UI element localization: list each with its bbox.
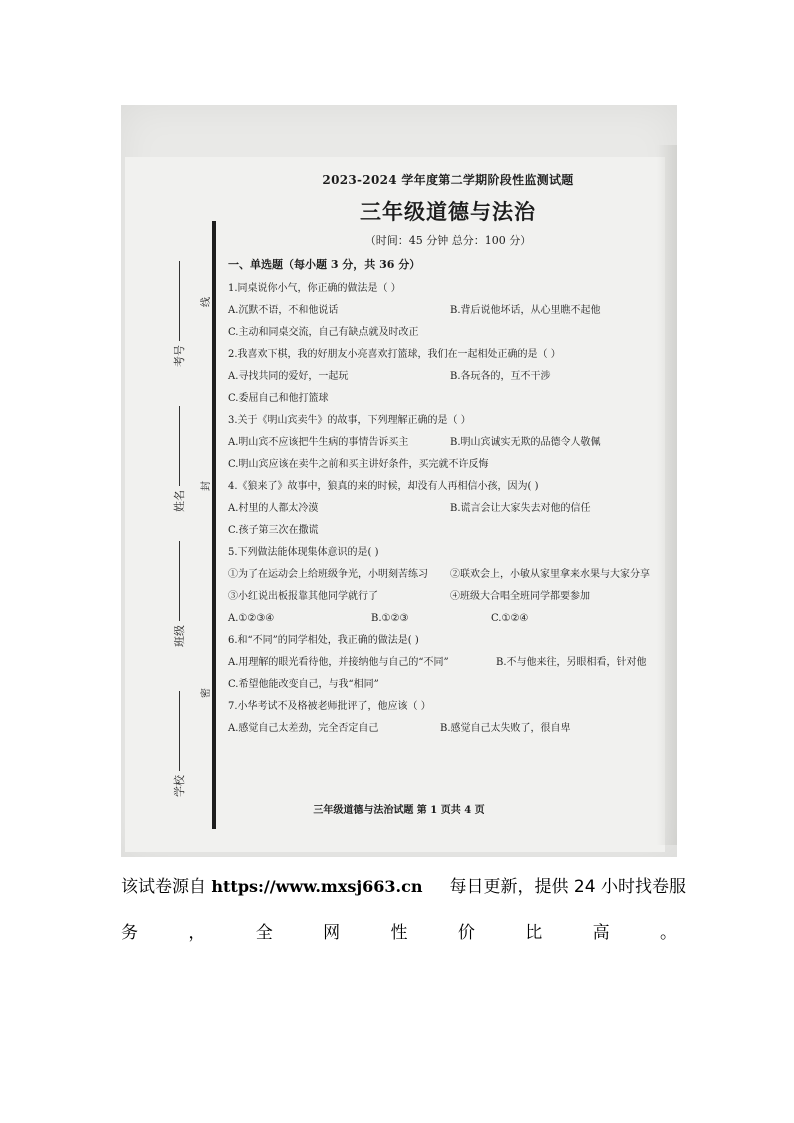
- source-prefix: 该试卷源自: [121, 877, 206, 897]
- binding-line: [212, 221, 216, 829]
- time-info: （时间：45 分钟 总分：100 分）: [364, 234, 532, 247]
- class-underline: [179, 541, 180, 621]
- question-7-option-b: B.感觉自己太失败了，很自卑: [440, 723, 571, 734]
- question-2-option-c: C.委屈自己和他打篮球: [228, 393, 329, 404]
- binding-mark-mi: 密: [201, 688, 212, 698]
- class-label: 班级: [173, 625, 186, 647]
- source-line2-char: 。: [660, 923, 677, 943]
- question-4-options: [228, 498, 668, 520]
- question-1-option-c: C.主动和同桌交流，自己有缺点就及时改正: [228, 327, 419, 338]
- source-line2-char: 比: [525, 923, 543, 943]
- exam-header: 2023-2024 学年度第二学期阶段性监测试题: [322, 173, 574, 187]
- question-5-option-b: B.①②③: [371, 613, 409, 624]
- source-note-line-2: [121, 918, 677, 943]
- source-url-link[interactable]: https://www.mxsj663.cn: [211, 877, 423, 896]
- source-line2-char: ，: [188, 923, 206, 943]
- question-1-options: [228, 300, 668, 322]
- question-3-options: [228, 432, 668, 454]
- question-5-options: [228, 608, 668, 630]
- subject-title: 三年级道德与法治: [360, 199, 536, 224]
- binding-mark-feng: 封: [201, 481, 212, 491]
- question-5-statement-1: ①为了在运动会上给班级争光，小明刻苦练习: [228, 569, 428, 580]
- exam-photo: [121, 105, 677, 857]
- source-line2-char: 价: [457, 923, 475, 943]
- exam-no-label: 考号: [173, 345, 186, 367]
- question-5-statement-2: ②联欢会上，小敏从家里拿来水果与大家分享: [450, 569, 650, 580]
- question-6-stem: 6.和“不同”的同学相处，我正确的做法是( ): [228, 635, 419, 646]
- question-5-option-a: A.①②③④: [228, 613, 275, 624]
- exam-content: [228, 171, 668, 740]
- question-5-option-c: C.①②④: [491, 613, 529, 624]
- page-footer: 三年级道德与法治试题 第 1 页共 4 页: [313, 805, 485, 816]
- exam-no-field: [169, 207, 189, 367]
- question-3-option-a: A.明山宾不应该把牛生病的事情告诉买主: [228, 437, 409, 448]
- question-6-option-c: C.希望他能改变自己，与我“相同”: [228, 679, 379, 690]
- school-label: 学校: [173, 775, 186, 797]
- question-5-statement-3: ③小红说出板报靠其他同学就行了: [228, 591, 378, 602]
- source-note-line-1: [121, 872, 686, 897]
- question-7-options: [228, 718, 668, 740]
- question-6-option-b: B.不与他来往，另眼相看，针对他: [496, 657, 647, 668]
- class-field: [169, 487, 189, 647]
- source-line2-char: 性: [390, 923, 408, 943]
- question-4-option-c: C.孩子第三次在撒谎: [228, 525, 319, 536]
- question-3-option-b: B.明山宾诚实无欺的品德令人敬佩: [450, 437, 601, 448]
- question-7-option-a: A.感觉自己太差劲，完全否定自己: [228, 723, 379, 734]
- question-1-stem: 1.同桌说你小气，你正确的做法是（ ）: [228, 283, 401, 294]
- question-6-options: [228, 652, 668, 674]
- source-line2-char: 务: [121, 923, 138, 943]
- source-suffix: 每日更新，提供 24 小时找卷服: [449, 877, 686, 897]
- question-5-statement-4: ④班级大合唱全班同学都要参加: [450, 591, 590, 602]
- source-line2-char: 高: [592, 923, 610, 943]
- question-4-option-b: B.谎言会让大家失去对他的信任: [450, 503, 591, 514]
- section-title: 一、单选题（每小题 3 分，共 36 分）: [228, 258, 421, 271]
- school-field: [169, 637, 189, 797]
- question-1-option-b: B.背后说他坏话，从心里瞧不起他: [450, 305, 601, 316]
- question-2-stem: 2.我喜欢下棋，我的好朋友小亮喜欢打篮球，我们在一起相处正确的是（ ）: [228, 349, 561, 360]
- question-6-option-a: A.用理解的眼光看待他，并接纳他与自己的“不同”: [228, 657, 449, 668]
- question-5-statements-1: [228, 564, 668, 586]
- question-4-stem: 4.《狼来了》故事中，狼真的来的时候，却没有人再相信小孩，因为( ): [228, 481, 539, 492]
- school-underline: [179, 691, 180, 771]
- binding-mark-xian: 线: [201, 297, 212, 307]
- question-4-option-a: A.村里的人都太冷漠: [228, 503, 319, 514]
- question-5-stem: 5.下列做法能体现集体意识的是( ): [228, 547, 379, 558]
- question-2-options: [228, 366, 668, 388]
- question-3-stem: 3.关于《明山宾卖牛》的故事，下列理解正确的是（ ）: [228, 415, 471, 426]
- question-3-option-c: C.明山宾应该在卖牛之前和买主讲好条件，买完就不许反悔: [228, 459, 489, 470]
- source-line2-char: 全: [255, 923, 273, 943]
- name-underline: [179, 406, 180, 486]
- source-line2-char: 网: [323, 923, 341, 943]
- name-label: 姓名: [173, 490, 186, 512]
- question-2-option-b: B.各玩各的，互不干涉: [450, 371, 551, 382]
- question-2-option-a: A.寻找共同的爱好，一起玩: [228, 371, 349, 382]
- question-5-statements-2: [228, 586, 668, 608]
- exam-no-underline: [179, 261, 180, 341]
- question-7-stem: 7.小华考试不及格被老师批评了，他应该（ ）: [228, 701, 431, 712]
- question-1-option-a: A.沉默不语，不和他说话: [228, 305, 339, 316]
